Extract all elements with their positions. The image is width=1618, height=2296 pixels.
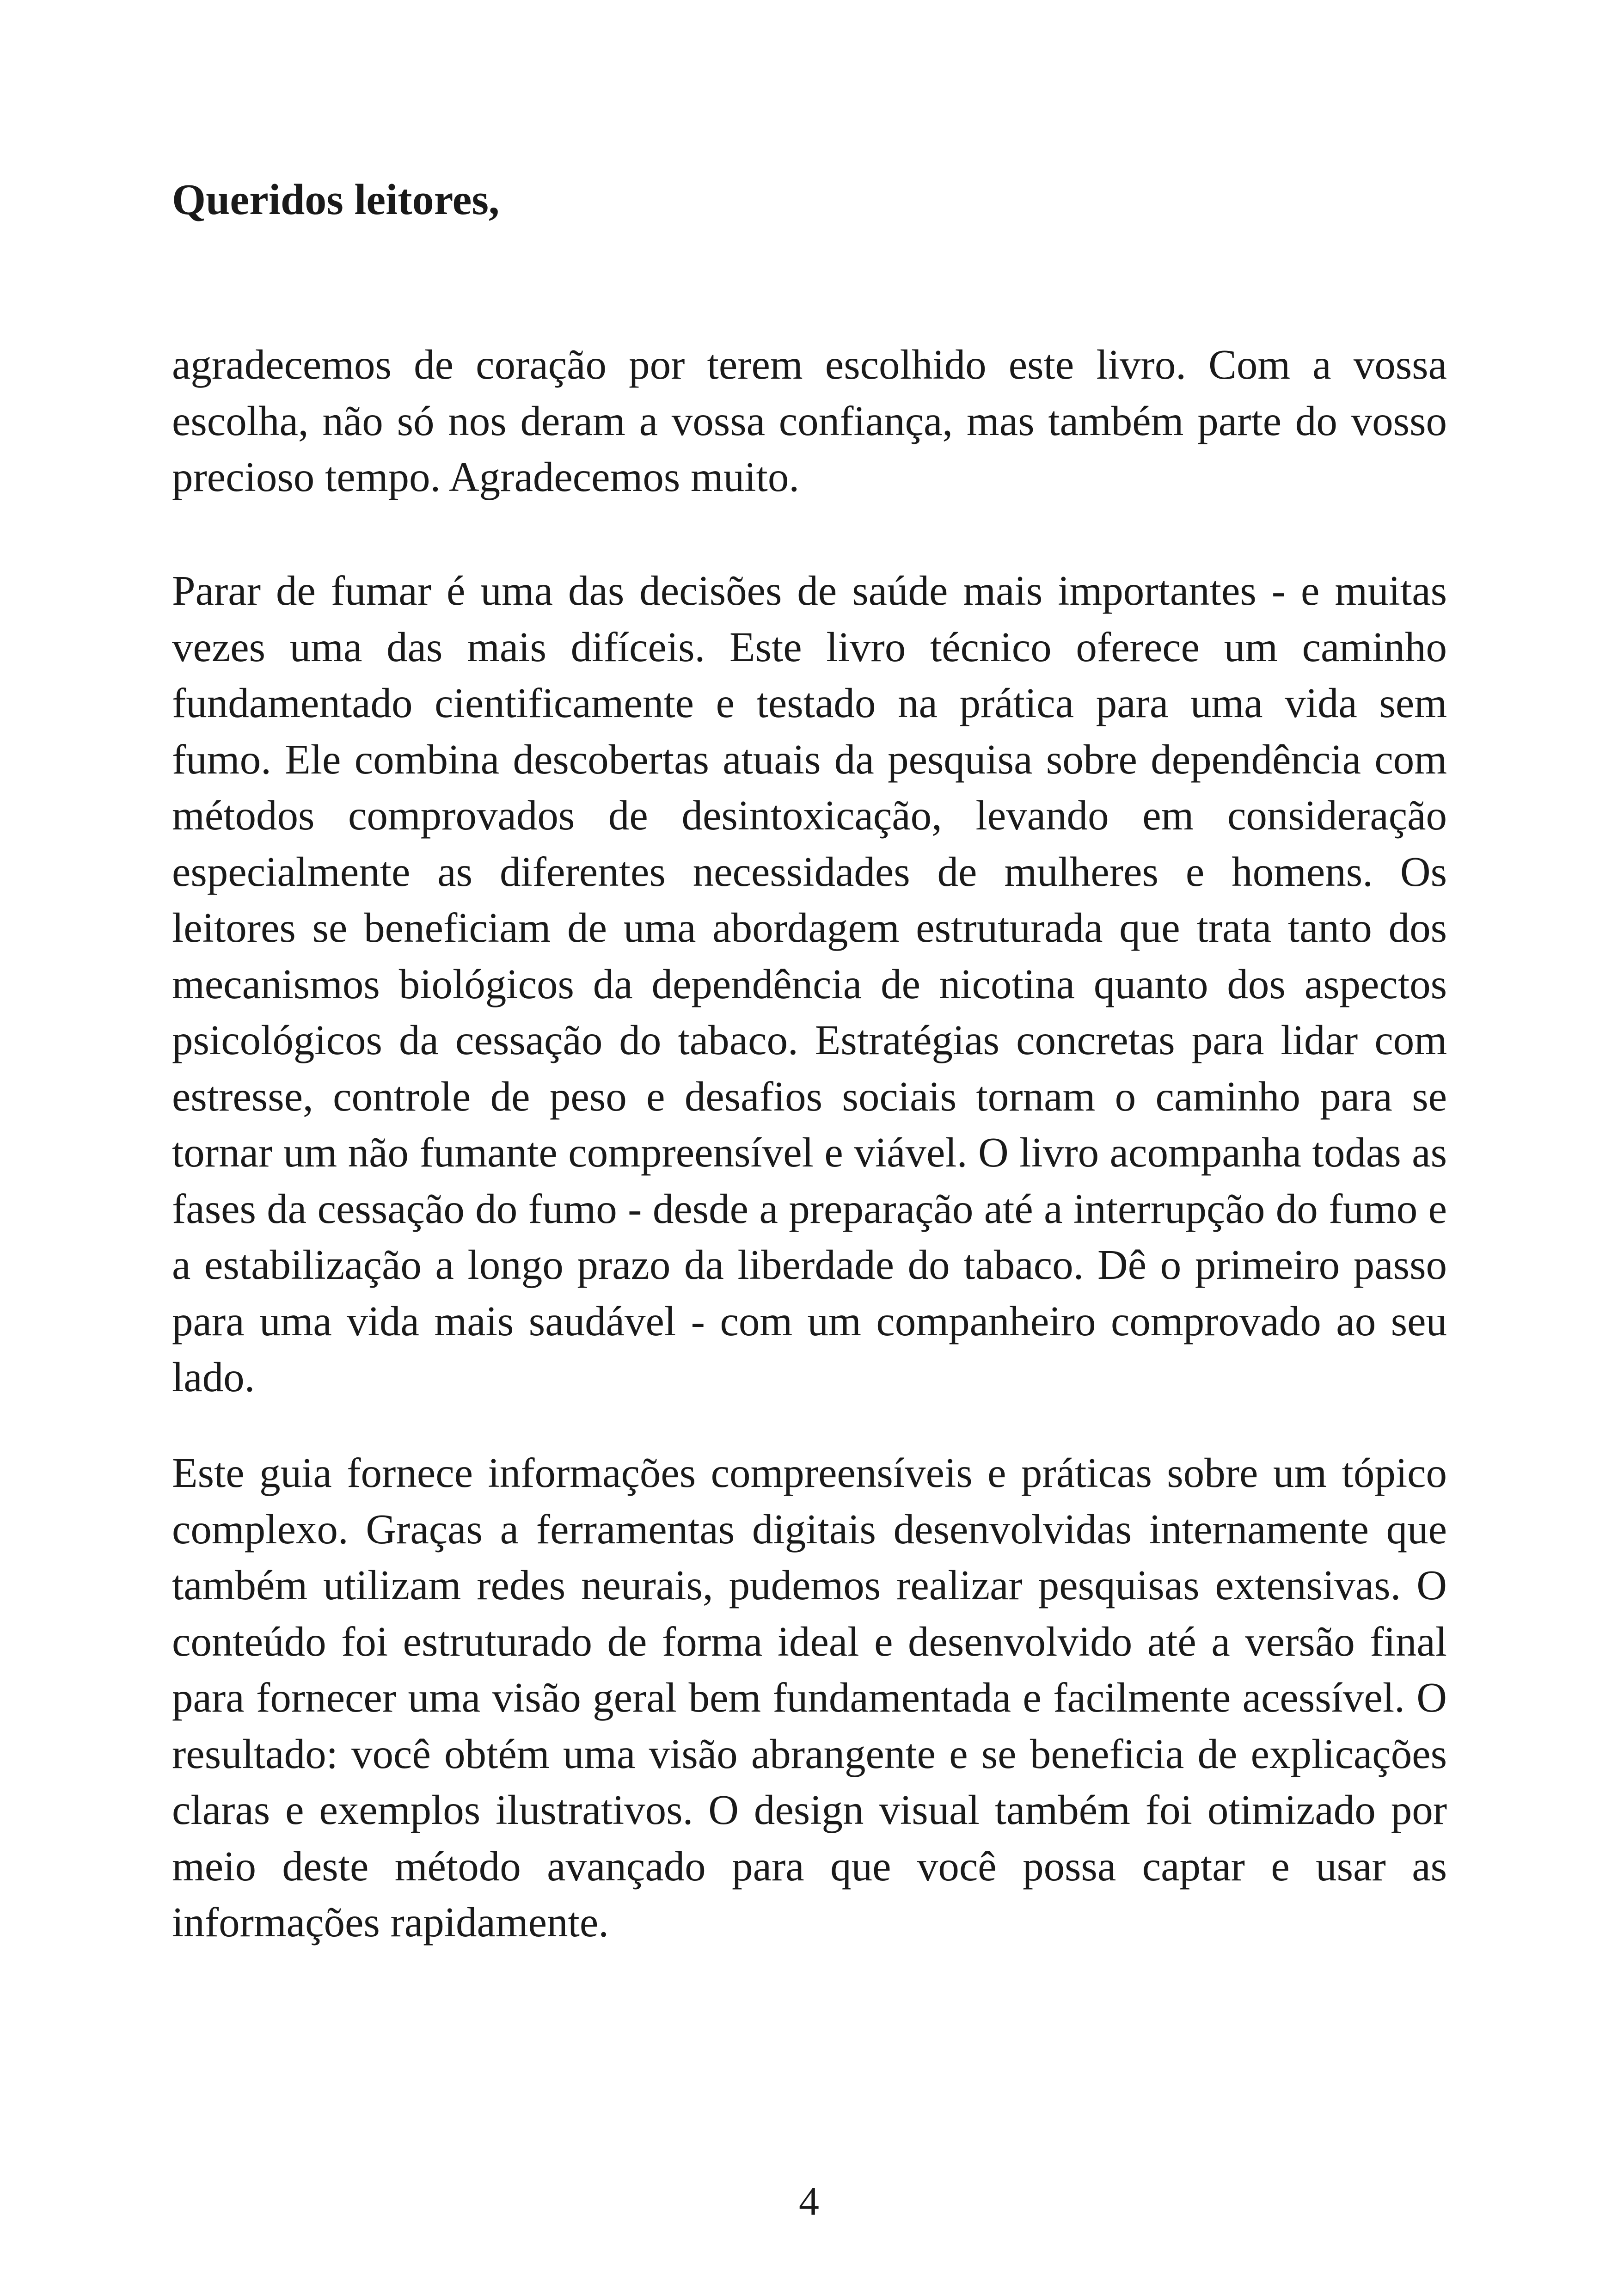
page-number: 4 — [799, 2179, 819, 2224]
paragraph-guide-info: Este guia fornece informações compreensíveis e práticas sobre um tópico complexo. Graças a ferramentas digitais desenvolvidas internamente que também utilizam redes neurais, pudemos realizar pesquisas extensivas. O conteúdo foi estruturado de forma ideal e desenvolvido até a versão final para fornecer uma visão geral bem fundamentada e facilmente acessível. O resultado: você obtém uma visão abrangente e se beneficia de explicações claras e exemplos ilustrativos. O design visual também foi otimizado por meio deste método avançado para que você possa captar e usar as informações rapidamente. — [172, 1449, 1447, 1946]
paragraph-book-description: Parar de fumar é uma das decisões de saúde mais importantes - e muitas vezes uma das mais difíceis. Este livro técnico oferece um caminho fundamentado cientificamente e testado na prática para uma vida sem fumo. Ele combina descobertas atuais da pesquisa sobre dependência com métodos comprovados de desintoxicação, levando em consideração especialmente as diferentes necessidades de mulheres e homens. Os leitores se beneficiam de uma abordagem estruturada que trata tanto dos mecanismos biológicos da dependência de nicotina quanto dos aspectos psicológicos da cessação do tabaco. Estratégias concretas para lidar com estresse, controle de peso e desafios sociais tornam o caminho para se tornar um não fumante compreensível e viável. O livro acompanha todas as fases da cessação do fumo - desde a preparação até a interrupção do fumo e a estabilização a longo prazo da liberdade do tabaco. Dê o primeiro passo para uma vida mais saudável - com um companheiro comprovado ao seu lado. — [172, 567, 1447, 1400]
paragraph-thanks: agradecemos de coração por terem escolhido este livro. Com a vossa escolha, não só nos deram a vossa confiança, mas também parte do vosso precioso tempo. Agradecemos muito. — [172, 341, 1447, 500]
salutation-heading: Queridos leitores, — [172, 176, 500, 224]
